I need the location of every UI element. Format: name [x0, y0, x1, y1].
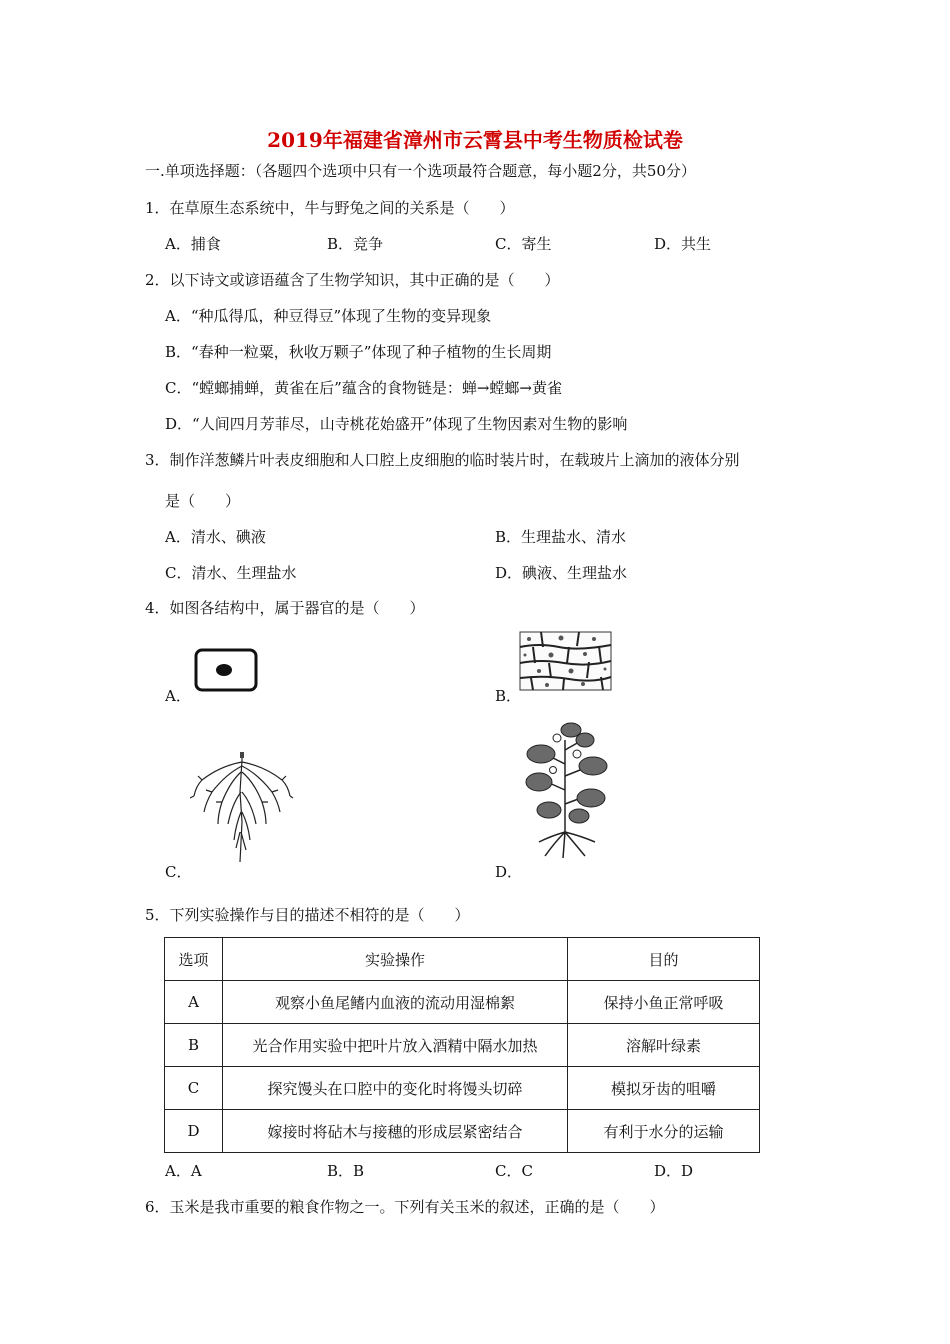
q2-option-a: A．“种瓜得瓜，种豆得豆”体现了生物的变异现象: [165, 307, 492, 325]
q1-option-b: B．竞争: [327, 235, 384, 253]
table-cell: 保持小鱼正常呼吸: [568, 981, 760, 1024]
table-cell: 有利于水分的运输: [568, 1110, 760, 1153]
q4-label-a: A．: [165, 687, 191, 705]
q4-label-c: C．: [165, 863, 192, 881]
table-cell: B: [165, 1024, 223, 1067]
table-cell: 嫁接时将砧木与接穗的形成层紧密结合: [223, 1110, 568, 1153]
q5-option-a: A．A: [165, 1162, 202, 1180]
q6-stem: 6．玉米是我市重要的粮食作物之一。下列有关玉米的叙述，正确的是（ ）: [145, 1198, 665, 1216]
q3-option-b: B．生理盐水、清水: [495, 528, 627, 546]
q5-stem: 5．下列实验操作与目的描述不相符的是（ ）: [145, 906, 470, 924]
q3-option-c: C．清水、生理盐水: [165, 564, 297, 582]
section-heading: 一.单项选择题：（各题四个选项中只有一个选项最符合题意，每小题2分，共50分）: [145, 162, 696, 180]
q4-label-b: B．: [495, 687, 522, 705]
q3-stem-line2: 是（ ）: [165, 492, 241, 510]
table-header-row: [165, 938, 760, 981]
table-row: [165, 1067, 760, 1110]
table-header: 选项: [165, 938, 223, 981]
table-header: 目的: [568, 938, 760, 981]
table-row: [165, 981, 760, 1024]
q2-option-d: D．“人间四月芳菲尽，山寺桃花始盛开”体现了生物因素对生物的影响: [165, 415, 628, 433]
q5-option-d: D．D: [654, 1162, 694, 1180]
q1-option-c: C．寄生: [495, 235, 552, 253]
q3-option-d: D．碘液、生理盐水: [495, 564, 628, 582]
table-cell: 模拟牙齿的咀嚼: [568, 1067, 760, 1110]
q5-option-b: B．B: [327, 1162, 365, 1180]
q2-option-b: B．“春种一粒粟，秋收万颗子”体现了种子植物的生长周期: [165, 343, 552, 361]
q1-option-d: D．共生: [654, 235, 712, 253]
q3-option-a: A．清水、碘液: [165, 528, 266, 546]
table-cell: 探究馒头在口腔中的变化时将馒头切碎: [223, 1067, 568, 1110]
q2-option-c: C．“螳螂捕蝉，黄雀在后”蕴含的食物链是：蝉→螳螂→黄雀: [165, 379, 562, 397]
q3-stem-line1: 3．制作洋葱鳞片叶表皮细胞和人口腔上皮细胞的临时装片时，在载玻片上滴加的液体分别: [145, 451, 740, 469]
q5-option-c: C．C: [495, 1162, 533, 1180]
q1-stem: 1．在草原生态系统中，牛与野兔之间的关系是（ ）: [145, 199, 515, 217]
page-title: 2019年福建省漳州市云霄县中考生物质检试卷: [267, 128, 683, 152]
table-row: [165, 1024, 760, 1067]
q1-option-a: A．捕食: [165, 235, 221, 253]
q4-stem: 4．如图各结构中，属于器官的是（ ）: [145, 599, 425, 617]
table-cell: D: [165, 1110, 223, 1153]
table-cell: 观察小鱼尾鳍内血液的流动用湿棉絮: [223, 981, 568, 1024]
q4-label-d: D．: [495, 863, 523, 881]
experiment-table: [164, 937, 760, 1153]
table-header: 实验操作: [223, 938, 568, 981]
table-row: [165, 1110, 760, 1153]
table-cell: A: [165, 981, 223, 1024]
cell-figure: [194, 648, 258, 692]
q2-stem: 2．以下诗文或谚语蕴含了生物学知识，其中正确的是（ ）: [145, 271, 560, 289]
plant-figure: [519, 720, 611, 860]
tissue-figure: [519, 631, 612, 691]
root-system-figure: [190, 752, 294, 864]
table-cell: C: [165, 1067, 223, 1110]
table-cell: 光合作用实验中把叶片放入酒精中隔水加热: [223, 1024, 568, 1067]
table-cell: 溶解叶绿素: [568, 1024, 760, 1067]
